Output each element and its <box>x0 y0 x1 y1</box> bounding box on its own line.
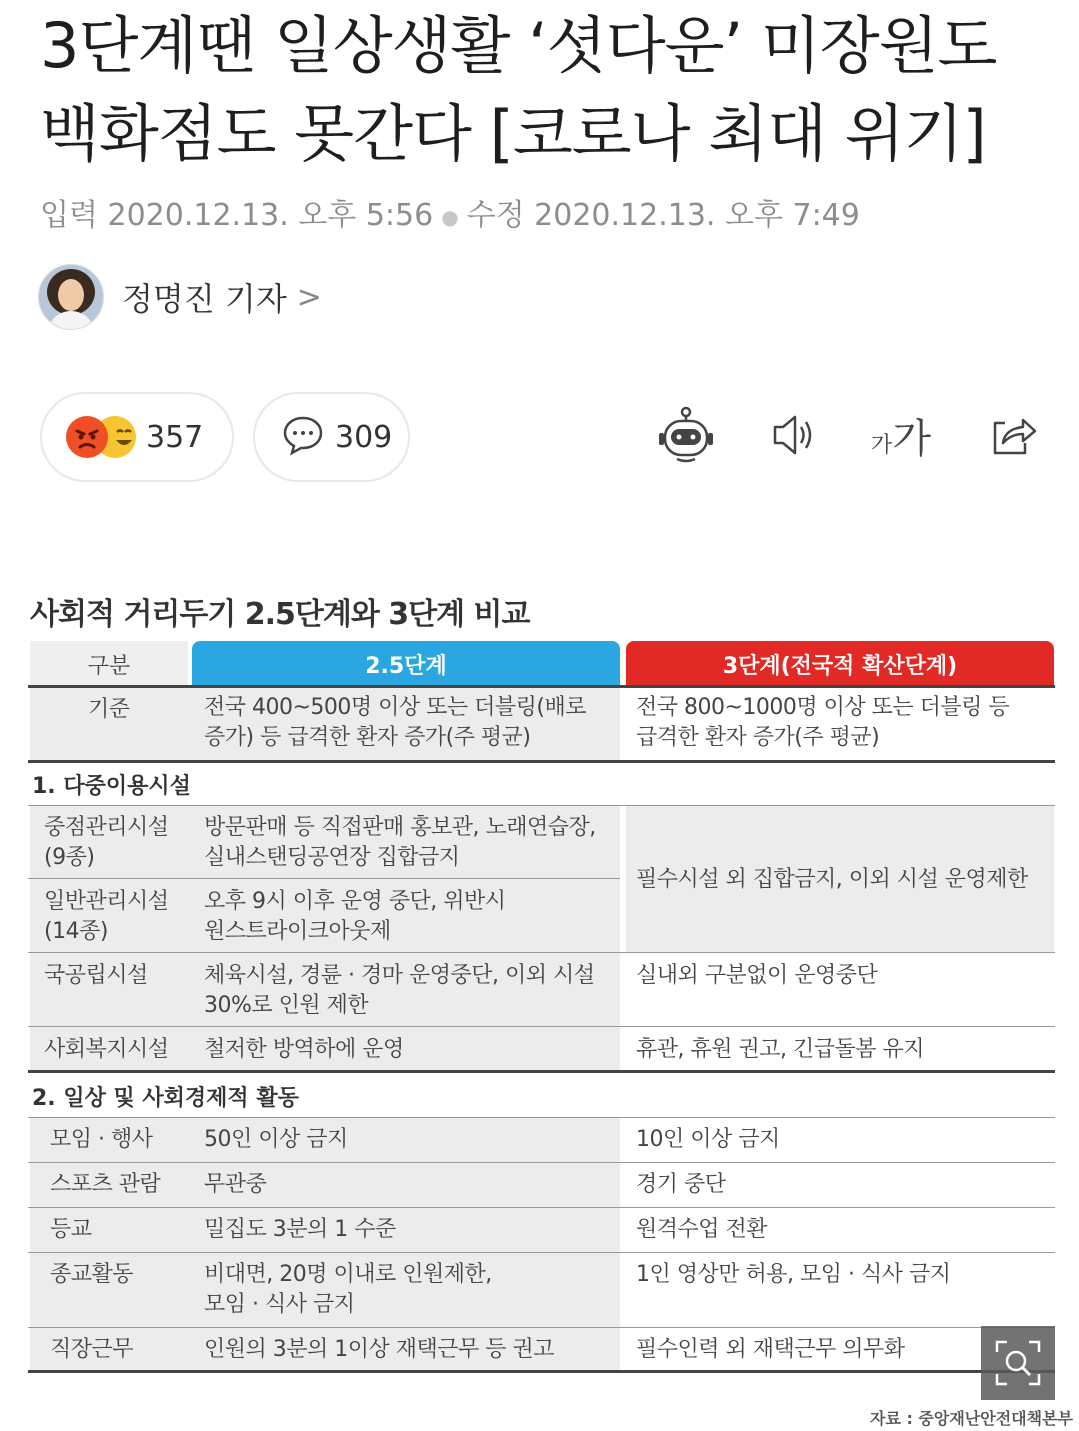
comparison-table-image <box>0 567 1079 1427</box>
angry-emoji-icon <box>66 416 108 458</box>
published-date: 입력 2020.12.13. 오후 5:56 <box>40 198 434 233</box>
article-dates <box>40 190 860 234</box>
table-title: 사회적 거리두기 2.5단계와 3단계 비교 <box>30 597 530 632</box>
row-sport-2-5: 무관중 <box>204 1172 267 1197</box>
row-welfare-3: 휴관, 휴원 권고, 긴급돌봄 유지 <box>636 1037 924 1062</box>
row-nat-2-5-line2: 30%로 인원 제한 <box>204 993 369 1018</box>
row-key-2-5-line2: 실내스탠딩공연장 집합금지 <box>204 845 460 870</box>
row-welfare-2-5: 철저한 방역하에 운영 <box>204 1037 404 1062</box>
reaction-count: 357 <box>146 419 204 455</box>
font-size-button[interactable] <box>866 400 936 470</box>
row-nat-label: 국공립시설 <box>44 963 148 988</box>
section-2-title: 2. 일상 및 사회경제적 활동 <box>32 1086 299 1111</box>
row-gen-label-1: 일반관리시설 <box>44 889 169 914</box>
reaction-button[interactable] <box>40 392 234 482</box>
criteria-3-line1: 전국 800~1000명 이상 또는 더블링 등 <box>636 695 1010 720</box>
row-meeting-2-5: 50인 이상 금지 <box>204 1127 348 1152</box>
row-religion-2-5-line2: 모임 · 식사 금지 <box>204 1292 355 1317</box>
comment-button[interactable] <box>253 392 410 482</box>
row-work-3: 필수인력 외 재택근무 의무화 <box>636 1337 905 1362</box>
modified-date: 수정 2020.12.13. 오후 7:49 <box>466 198 860 233</box>
header-level-3: 3단계(전국적 확산단계) <box>626 641 1054 687</box>
criteria-2-5-line2: 증가) 등 급격한 환자 증가(주 평균) <box>204 725 531 750</box>
table-source: 자료 : 중앙재난안전대책본부 <box>869 1409 1073 1428</box>
criteria-3-line2: 급격한 환자 증가(주 평균) <box>636 725 880 750</box>
criteria-2-5-line1: 전국 400~500명 이상 또는 더블링(배로 <box>204 695 586 720</box>
chevron-right-icon: > <box>296 279 322 315</box>
row-key-label-2: (9종) <box>44 845 95 870</box>
header-level-2-5: 2.5단계 <box>192 641 620 687</box>
share-icon <box>983 407 1039 463</box>
article-title: 3단계땐 일상생활 ‘셧다운’ 미장원도 백화점도 못간다 [코로나 최대 위기] <box>40 9 997 170</box>
avatar <box>38 264 104 330</box>
robot-summary-button[interactable] <box>651 400 721 470</box>
row-work-2-5: 인원의 3분의 1이상 재택근무 등 권고 <box>204 1337 554 1362</box>
row-religion-3: 1인 영상만 허용, 모임 · 식사 금지 <box>636 1262 951 1287</box>
speaker-button[interactable] <box>758 400 828 470</box>
author-name: 정명진 기자 <box>122 280 287 318</box>
row-meeting-label: 모임 · 행사 <box>50 1127 153 1152</box>
row-nat-2-5-line1: 체육시설, 경륜 · 경마 운영중단, 이외 시설 <box>204 963 595 988</box>
speaker-icon <box>765 407 821 463</box>
row-sport-label: 스포츠 관람 <box>50 1172 161 1197</box>
row-school-label: 등교 <box>50 1217 92 1242</box>
criteria-label: 기준 <box>88 697 130 722</box>
row-gen-2-5-line2: 원스트라이크아웃제 <box>204 919 391 944</box>
row-gen-label-2: (14종) <box>44 919 108 944</box>
row-religion-label: 종교활동 <box>50 1262 134 1287</box>
image-zoom-button[interactable] <box>981 1326 1055 1400</box>
comment-bubble-icon <box>281 413 325 461</box>
section-1-title: 1. 다중이용시설 <box>32 774 191 799</box>
row-school-3: 원격수업 전환 <box>636 1217 768 1242</box>
row-key-2-5-line1: 방문판매 등 직접판매 홍보관, 노래연습장, <box>204 815 596 840</box>
author-link[interactable] <box>38 264 322 330</box>
comment-count: 309 <box>335 419 393 455</box>
row-welfare-label: 사회복지시설 <box>44 1037 169 1062</box>
zoom-icon <box>993 1338 1043 1388</box>
row-gen-2-5-line1: 오후 9시 이후 운영 중단, 위반시 <box>204 889 506 914</box>
font-size-icon: 가가 <box>871 415 931 462</box>
row-work-label: 직장근무 <box>50 1337 134 1362</box>
row-school-2-5: 밀집도 3분의 1 수준 <box>204 1217 396 1242</box>
row-key-label-1: 중점관리시설 <box>44 815 169 840</box>
robot-summary-icon <box>655 404 717 466</box>
separator-dot: ● <box>441 204 459 229</box>
header-gubun: 구분 <box>30 641 188 687</box>
row-meeting-3: 10인 이상 금지 <box>636 1127 780 1152</box>
row-religion-2-5-line1: 비대면, 20명 이내로 인원제한, <box>204 1262 492 1287</box>
share-button[interactable] <box>976 400 1046 470</box>
row-sport-3: 경기 중단 <box>636 1172 726 1197</box>
row-nat-3: 실내외 구분없이 운영중단 <box>636 963 878 988</box>
row-key-gen-3: 필수시설 외 집합금지, 이외 시설 운영제한 <box>636 867 1028 892</box>
